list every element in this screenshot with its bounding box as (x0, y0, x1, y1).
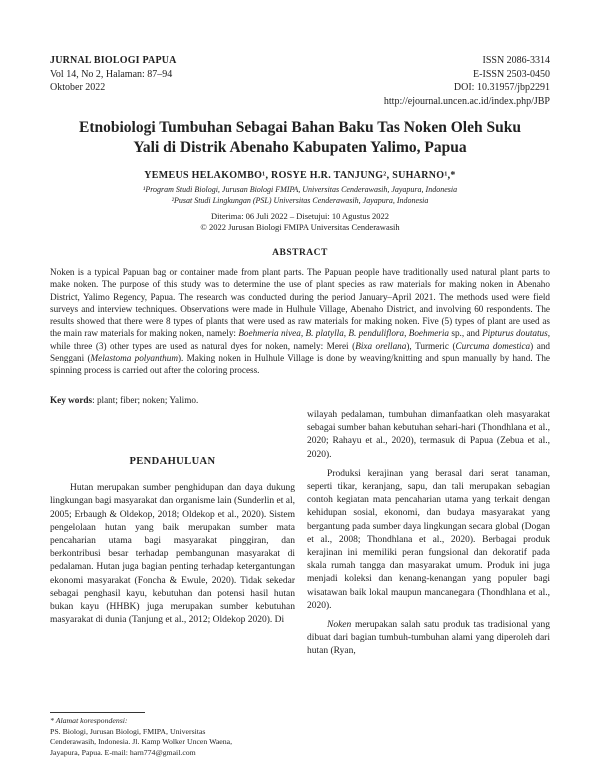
abstract-part: ) and Senggani ( (50, 340, 551, 364)
doi: DOI: 10.31957/jbp2291 (453, 82, 550, 93)
affiliation-1: ¹Program Studi Biologi, Jurusan Biologi FMIPA, Universitas Cenderawasih, Jayapura, Indonesia (142, 185, 458, 194)
right-column (307, 409, 550, 665)
species-name: Curcuma domestica (455, 340, 531, 351)
received-accepted-dates: Diterima: 06 Juli 2022 – Disetujui: 10 Agustus 2022 (210, 211, 390, 221)
species-name: Melastoma polyanthum (90, 353, 178, 364)
affiliation-2: ²Pusat Studi Lingkungan (PSL) Universitas Cenderawasih, Jayapura, Indonesia (171, 196, 429, 205)
issn: ISSN 2086-3314 (482, 55, 550, 66)
title-line-1: Etnobiologi Tumbuhan Sebagai Bahan Baku Tas Noken Oleh Suku (79, 119, 521, 136)
keywords-label: Key words (50, 395, 93, 405)
paragraph-text: merupakan salah satu produk tas tradisional yang dibuat dari bagian tumbuh-tumbuhan alami yang diperoleh dari hutan (Ryan, (307, 620, 550, 657)
eissn: E-ISSN 2503-0450 (473, 68, 550, 80)
paper-title (60, 118, 540, 158)
journal-date: Oktober 2022 (50, 82, 106, 93)
abstract-part: ). Making noken in Hulhule Village is done by weaving/knitting and spun manually by hand. The spinning process is carried out after the coloring process. (50, 353, 550, 376)
copyright: © 2022 Jurusan Biologi FMIPA Universitas Cenderawasih (200, 222, 400, 232)
noken-term: Noken (327, 620, 352, 631)
abstract-part: Noken is a typical Papuan bag or container made from plant parts. The Papuan people have traditionally used natural plant parts to make noken. The purpose of this study was to determine the use of plant species as raw materials for making noken in Abenaho District, Yalimo Regency, Papua. The research was conducted during the period January–April 2021. The methods used were field surveys and interview techniques. Observations were made in Hulhule Village, Abenaho District, and involving 60 respondents. The results showed that there were 8 types of plants that were used as raw materials for making noken. Five (5) types of plant are used as the main raw materials for making noken, namely: (50, 267, 550, 339)
abstract-text (50, 266, 550, 377)
dates-block (50, 211, 550, 233)
keywords-list: : plant; fiber; noken; Yalimo. (92, 395, 199, 405)
footnote-line: Jayapura, Papua. E-mail: harn774@gmail.com (50, 747, 196, 757)
species-name: Pipturus doutatus (482, 328, 548, 339)
footnote-label: * Alamat korespondensi: (50, 716, 128, 725)
journal-header-right (384, 54, 550, 108)
keywords (50, 395, 550, 405)
paragraph (307, 619, 550, 659)
footnote (50, 716, 300, 758)
title-line-2: Yali di Distrik Abenaho Kabupaten Yalimo, Papua (133, 139, 467, 156)
abstract-part: sp., and (449, 328, 483, 339)
section-heading: PENDAHULUAN (129, 456, 216, 467)
paragraph: Produksi kerajinan yang berasal dari serat tanaman, seperti tikar, keranjang, sapu, dan tali merupakan sebagian contoh kegiatan mata pencaharian utama yang terkait dengan kehidupan sosial, ekonomi, dan budaya masyarakat yang bergantung pada sumber daya lingkungan secara global (Dogan et al., 2008; Thondhlana et al., 2020). Berbagai produk kerajinan ini memiliki peran fungsional dan dekoratif pada skala rumah tangga dan masyarakat umum. Produk ini juga menjadi koleksi dan kenang-kenangan yang populer bagi wisatawan baik lokal maupun mancanegara (Thondhlana et al., 2020). (307, 468, 550, 611)
footnote-line: PS. Biologi, Jurusan Biologi, FMIPA, Universitas (50, 726, 206, 736)
left-column (50, 455, 295, 633)
journal-url[interactable]: http://ejournal.uncen.ac.id/index.php/JBP (383, 95, 550, 107)
journal-volume: Vol 14, No 2, Halaman: 87–94 (50, 68, 173, 80)
journal-name: JURNAL BIOLOGI PAPUA (50, 55, 177, 66)
abstract-heading: ABSTRACT (272, 248, 328, 258)
species-name: Bixa orellana (355, 340, 407, 351)
paragraph: wilayah pedalaman, tumbuhan dimanfaatkan oleh masyarakat sebagai sumber bahan kebutuhan sehari-hari (Thondhlana et al., 2020; Rahayu et al., 2020), termasuk di Papua (Zebua et al., 2020). (307, 410, 550, 460)
footnote-line: Cenderawasih, Indonesia. Jl. Kamp Wolker Uncen Waena, (50, 737, 233, 746)
abstract-part: , while three (3) other types are used as natural dyes for noken, namely: Merei ( (50, 328, 550, 351)
footnote-rule (50, 712, 145, 713)
authors: YEMEUS HELAKOMBO¹, ROSYE H.R. TANJUNG², SUHARNO¹,* (144, 170, 456, 181)
species-name: Boehmeria nivea, B. platylla, B. penduliflora, Boehmeria (238, 328, 450, 339)
abstract-part: ), Turmeric ( (406, 340, 456, 351)
intro-paragraph: Hutan merupakan sumber penghidupan dan daya dukung lingkungan bagi masyarakat dan organisme lain (Sunderlin et al, 2005; Erbaugh & Oldekop, 2018; Oldekop et al., 2020). Sistem pengelolaan hutan yang baik merupakan sumber mata pencaharian utama bagi masyarakat pinggiran, dan berkontribusi besar terhadap pembangunan masyarakat di pedalaman. Hutan juga bagian penting terhadap ketergantungan ekonomi masyarakat (Foncha & Ewule, 2020). Tidak sekedar sebagai penghasil kayu, kebutuhan dan potensi hasil hutan bukan kayu (HHBK) juga merupakan sumber kebutuhan masyarakat di dunia (Tanjung et al., 2012; Oldekop 2020). Di (50, 483, 295, 626)
journal-header-left (50, 54, 177, 95)
